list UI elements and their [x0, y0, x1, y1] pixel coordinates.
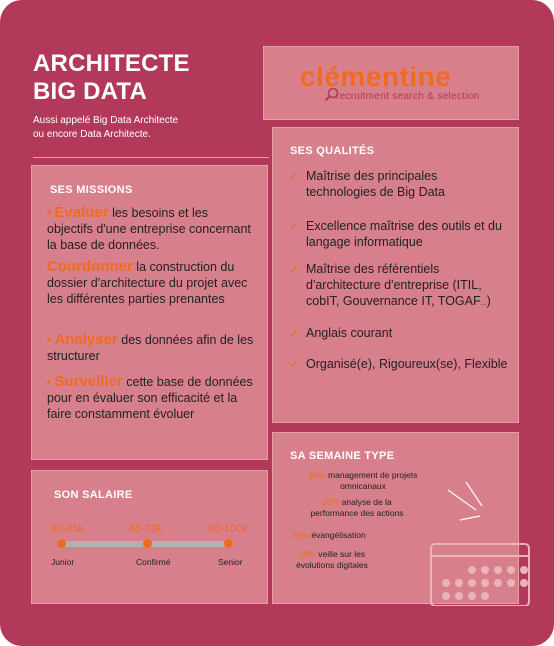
- salary-range: 80-100k: [208, 523, 248, 535]
- quality-item: [289, 261, 509, 312]
- mission-item: [47, 259, 257, 307]
- title-line-1: ARCHITECTE: [33, 50, 190, 77]
- week-text: veille sur les: [315, 549, 366, 559]
- week-title: SA SEMAINE TYPE: [290, 450, 395, 462]
- week-item: [292, 530, 372, 541]
- quality-ellipsis: …: [480, 301, 487, 307]
- week-percent: 20%: [298, 549, 316, 559]
- salary-title: SON SALAIRE: [54, 489, 133, 501]
- logo-name: clémentine: [300, 61, 452, 92]
- quality-text: Anglais courant: [306, 326, 393, 340]
- page-subtitle: [33, 114, 233, 142]
- bullet-icon: •: [47, 375, 52, 389]
- quality-item: [289, 356, 509, 372]
- sparkle-lines-icon: [446, 480, 496, 540]
- salary-marker: [57, 539, 66, 548]
- week-percent: 20%: [322, 497, 340, 507]
- week-text: management de projets: [325, 470, 418, 480]
- salary-level: Confirmé: [136, 557, 171, 567]
- quality-item: [289, 325, 509, 341]
- salary-level: Junior: [51, 557, 75, 567]
- week-text-2: performance des actions: [310, 508, 404, 518]
- salary-range: 40-45k: [50, 523, 84, 535]
- page-title: [33, 50, 190, 106]
- week-percent: 40%: [308, 470, 326, 480]
- calendar-icon: [430, 540, 530, 606]
- mission-text: les besoins et les objectifs d'une entreprise concernant la base de données.: [47, 206, 251, 252]
- check-icon: ✓: [289, 262, 300, 276]
- salary-level: Senior: [218, 557, 243, 567]
- quality-text: Maîtrise des principales technologies de Big Data: [306, 169, 445, 199]
- mission-keyword: Surveiller: [54, 373, 123, 390]
- mission-item: [47, 332, 257, 364]
- check-icon: ✓: [289, 357, 300, 371]
- bullet-icon: •: [47, 206, 52, 220]
- quality-close: ): [486, 294, 491, 308]
- qualities-title: SES QUALITÉS: [290, 145, 375, 157]
- check-icon: ✓: [289, 219, 300, 233]
- subtitle-line-2: ou encore Data Architecte.: [33, 129, 151, 140]
- mission-text: des données afin de les structurer: [47, 333, 254, 363]
- mission-keyword: Évaluer: [54, 204, 109, 221]
- check-icon: ✓: [289, 169, 300, 183]
- mission-keyword: Analyser: [54, 331, 118, 348]
- salary-marker: [143, 539, 152, 548]
- subtitle-line-1: Aussi appelé Big Data Architecte: [33, 115, 179, 126]
- salary-panel: [31, 470, 268, 604]
- check-icon: ✓: [289, 326, 300, 340]
- week-percent: 20%: [292, 530, 310, 540]
- week-text-2: évolutions digitales: [296, 560, 368, 570]
- mission-item: [47, 205, 257, 253]
- mission-item: [47, 374, 257, 422]
- quality-text: Organisé(e), Rigoureux(se), Flexible: [306, 357, 508, 371]
- quality-text: Excellence maîtrise des outils et du langage informatique: [306, 219, 502, 249]
- quality-item: [289, 218, 509, 250]
- title-line-2: BIG DATA: [33, 78, 148, 105]
- week-item: [292, 497, 422, 519]
- bullet-icon: •: [47, 333, 52, 347]
- quality-text: Maîtrise des référentiels d'architecture d'entreprise (ITIL, cobIT, Gouvernance IT, TOGAF: [306, 262, 482, 308]
- mission-text: la construction du dossier d'architecture du projet avec les différentes parties prenantes: [47, 260, 248, 306]
- week-text: évangélisation: [309, 530, 366, 540]
- quality-item: [289, 168, 509, 200]
- title-divider: [33, 157, 269, 158]
- salary-marker: [224, 539, 233, 548]
- week-text: analyse de la: [339, 497, 392, 507]
- mission-text: cette base de données pour en évaluer son efficacité et la faire constamment évoluer: [47, 375, 253, 421]
- week-item: [298, 470, 428, 492]
- missions-title: SES MISSIONS: [50, 184, 133, 196]
- week-item: [282, 549, 382, 571]
- salary-range: 60-70k: [129, 523, 163, 535]
- mission-keyword: Coordonner: [47, 258, 133, 275]
- week-text-2: omnicanaux: [340, 481, 386, 491]
- logo-tagline: recruitment search & selection: [336, 91, 480, 102]
- logo-panel: [263, 46, 519, 120]
